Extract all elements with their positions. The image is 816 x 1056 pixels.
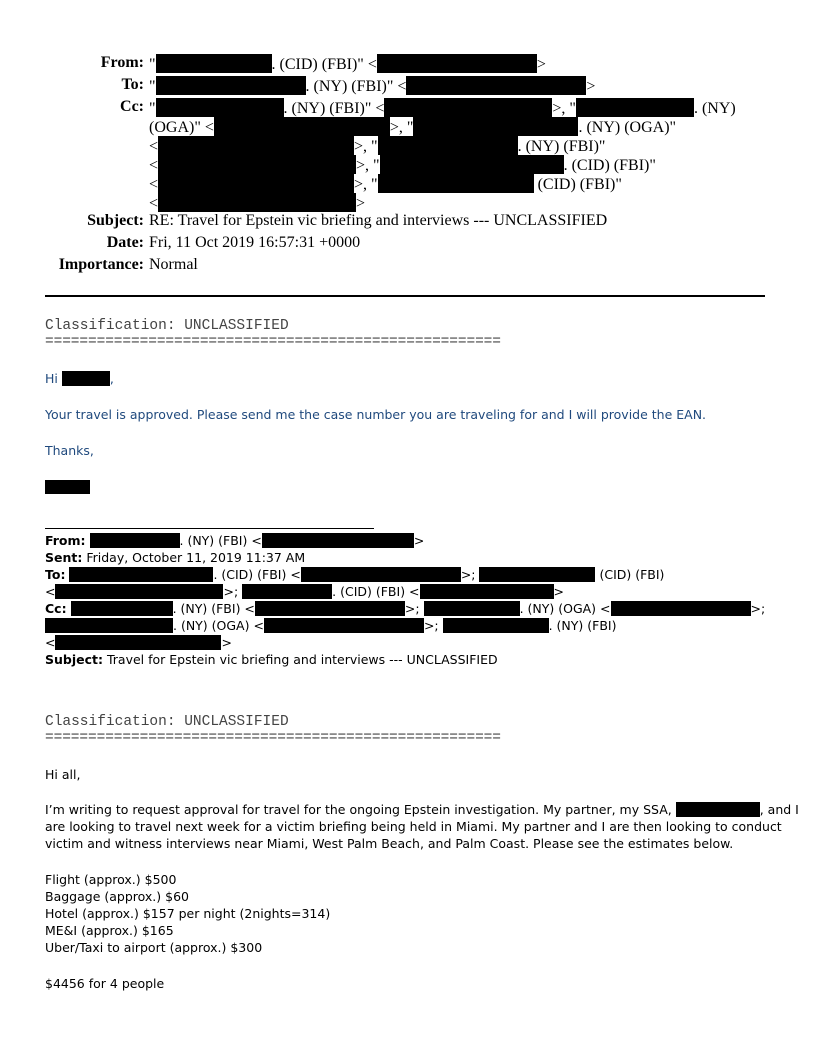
redaction [378, 136, 518, 155]
redaction [301, 567, 461, 582]
redaction [242, 584, 332, 599]
original-greeting: Hi all, [45, 767, 81, 782]
signature-redaction [45, 480, 90, 494]
header-to-label: To: [121, 76, 144, 93]
header-subject: RE: Travel for Epstein vic briefing and interviews --- UNCLASSIFIED [149, 212, 608, 229]
redaction [262, 533, 414, 548]
redaction [611, 601, 751, 616]
redaction [158, 155, 356, 174]
header-importance-label: Importance: [58, 256, 144, 273]
header-date: Fri, 11 Oct 2019 16:57:31 +0000 [149, 234, 361, 251]
redaction [424, 601, 520, 616]
reply-greeting: Hi , [45, 371, 114, 386]
reply-thanks: Thanks, [45, 443, 94, 458]
redaction [264, 618, 424, 633]
redaction [62, 371, 110, 386]
header-from-label: From: [100, 54, 144, 71]
fwd-from-row: From: . (NY) (FBI) < > [45, 533, 425, 548]
original-paragraph-line3: victim and witness interviews near Miami, West Palm Beach, and Palm Coast. Please see the estimates below. [45, 836, 734, 851]
header-importance: Normal [149, 256, 198, 273]
original-paragraph-line1: I’m writing to request approval for travel for the ongoing Epstein investigation. My partner, my SSA, , and I [45, 802, 799, 817]
redaction [71, 601, 173, 616]
redaction [156, 76, 306, 95]
fwd-subject-row: Subject: Travel for Epstein vic briefing and interviews --- UNCLASSIFIED [45, 652, 498, 667]
redaction [55, 584, 223, 599]
original-paragraph-line2: are looking to travel next week for a victim briefing being held in Miami. My partner and I are then looking to conduct [45, 819, 782, 834]
header-divider [45, 295, 765, 297]
classification-banner-original: Classification: UNCLASSIFIED [45, 714, 289, 730]
classification-banner: Classification: UNCLASSIFIED [45, 318, 289, 334]
classification-rule-original: ===================================================== [45, 730, 501, 746]
redaction [420, 584, 554, 599]
redaction [55, 635, 221, 650]
redaction [158, 136, 354, 155]
redaction [413, 117, 578, 136]
redaction [156, 54, 272, 73]
fwd-cc-row: Cc: . (NY) (FBI) < >; . (NY) (OGA) < >; [45, 601, 766, 616]
redaction [69, 567, 213, 582]
classification-rule: ===================================================== [45, 334, 501, 350]
redaction [158, 174, 354, 193]
estimate-uber-taxi: Uber/Taxi to airport (approx.) $300 [45, 940, 263, 955]
estimate-total: $4456 for 4 people [45, 976, 165, 991]
header-date-label: Date: [106, 234, 144, 251]
redaction [45, 618, 173, 633]
fwd-to-row: To: . (CID) (FBI) < >; (CID) (FBI) [45, 567, 665, 582]
redaction [255, 601, 405, 616]
redaction [676, 802, 760, 817]
estimate-baggage: Baggage (approx.) $60 [45, 889, 189, 904]
estimate-flight: Flight (approx.) $500 [45, 872, 177, 887]
redaction [377, 54, 537, 73]
redaction [479, 567, 595, 582]
redaction [158, 193, 356, 212]
redaction [156, 98, 284, 117]
redaction [380, 155, 564, 174]
redaction [576, 98, 694, 117]
redaction [406, 76, 586, 95]
estimate-mei: ME&I (approx.) $165 [45, 923, 174, 938]
redaction [378, 174, 534, 193]
forward-divider [45, 528, 374, 529]
redaction [443, 618, 549, 633]
redaction [214, 117, 390, 136]
estimate-hotel: Hotel (approx.) $157 per night (2nights=314) [45, 906, 331, 921]
redaction [384, 98, 552, 117]
header-subject-label: Subject: [87, 212, 144, 229]
redaction [90, 533, 180, 548]
fwd-sent-row: Sent: Friday, October 11, 2019 11:37 AM [45, 550, 306, 565]
header-cc-label: Cc: [120, 98, 144, 115]
reply-body: Your travel is approved. Please send me the case number you are traveling for and I will provide the EAN. [45, 407, 707, 422]
